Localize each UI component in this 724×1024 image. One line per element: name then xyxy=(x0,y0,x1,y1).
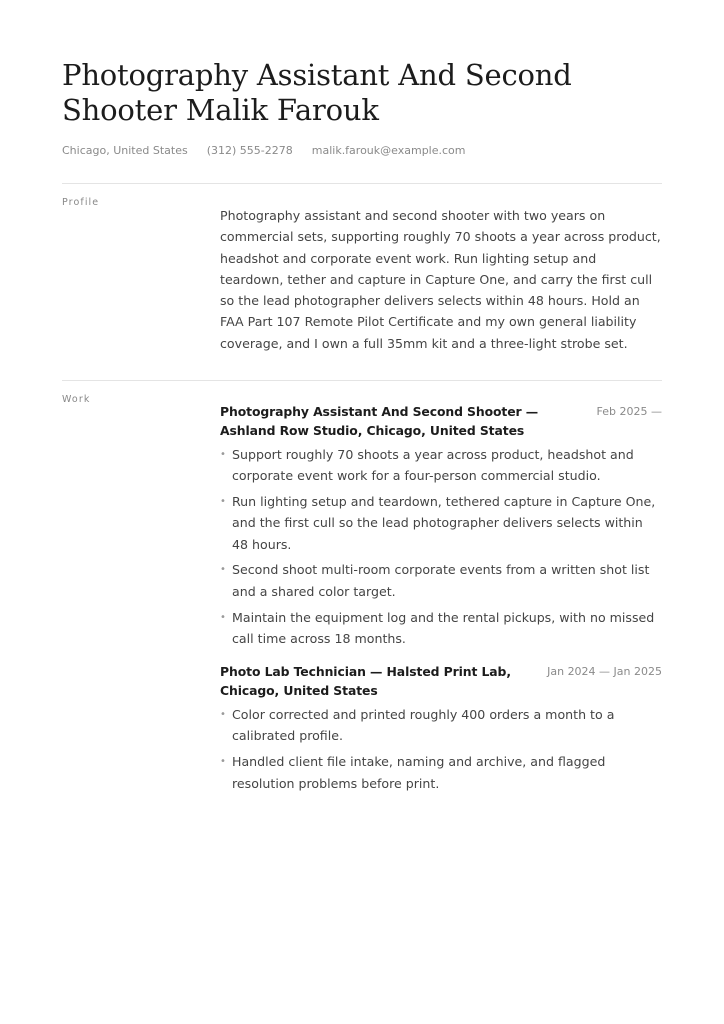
contact-line xyxy=(62,144,466,158)
job-bullet: • Run lighting setup and teardown, tethered capture in Capture One, and the first cull so the lead photographer delivers selects within 48 hours. xyxy=(220,491,662,555)
job-bullet: • Second shoot multi-room corporate events from a written shot list and a shared color target. xyxy=(220,559,662,602)
work-section-label: Work xyxy=(62,394,91,405)
contact-location: Chicago, United States xyxy=(62,144,188,157)
job-entry xyxy=(220,402,662,649)
job-bullet: • Handled client file intake, naming and archive, and flagged resolution problems before print. xyxy=(220,751,662,794)
job-dates: Jan 2024 — Jan 2025 xyxy=(547,665,662,679)
work-section xyxy=(220,402,662,807)
job-title: Photo Lab Technician — Halsted Print Lab, Chicago, United States xyxy=(220,664,511,699)
contact-phone: (312) 555-2278 xyxy=(206,144,293,157)
divider-work xyxy=(62,380,662,381)
job-header xyxy=(220,662,662,700)
divider-profile xyxy=(62,183,662,184)
job-dates: Feb 2025 — xyxy=(596,405,662,418)
contact-email: malik.farouk@example.com xyxy=(311,144,466,157)
job-header xyxy=(220,402,662,440)
job-title: Photography Assistant And Second Shooter — Ashland Row Studio, Chicago, United States xyxy=(220,404,539,438)
job-entry xyxy=(220,662,662,794)
profile-summary: Photography assistant and second shooter with two years on commercial sets, supporting roughly 70 shoots a year across product, headshot and corporate event work. Run lighting setup and teardown, tether and capture in Capture One, and carry the first cull so the lead photographer delivers selects within 48 hours. Hold an FAA Part 107 Remote Pilot Certificate and my own general liability coverage, and I own a full 35mm kit and a three-light strobe set. xyxy=(220,208,661,351)
resume-title: Photography Assistant And Second Shooter Malik Farouk xyxy=(62,58,572,127)
profile-section-label: Profile xyxy=(62,197,100,208)
job-bullets xyxy=(220,704,662,794)
job-bullets xyxy=(220,444,662,649)
job-bullet: • Support roughly 70 shoots a year across product, headshot and corporate event work for a four-person commercial studio. xyxy=(220,444,662,487)
job-bullet: • Maintain the equipment log and the rental pickups, with no missed call time across 18 months. xyxy=(220,607,662,650)
profile-section xyxy=(220,205,662,354)
job-bullet: • Color corrected and printed roughly 400 orders a month to a calibrated profile. xyxy=(220,704,662,747)
